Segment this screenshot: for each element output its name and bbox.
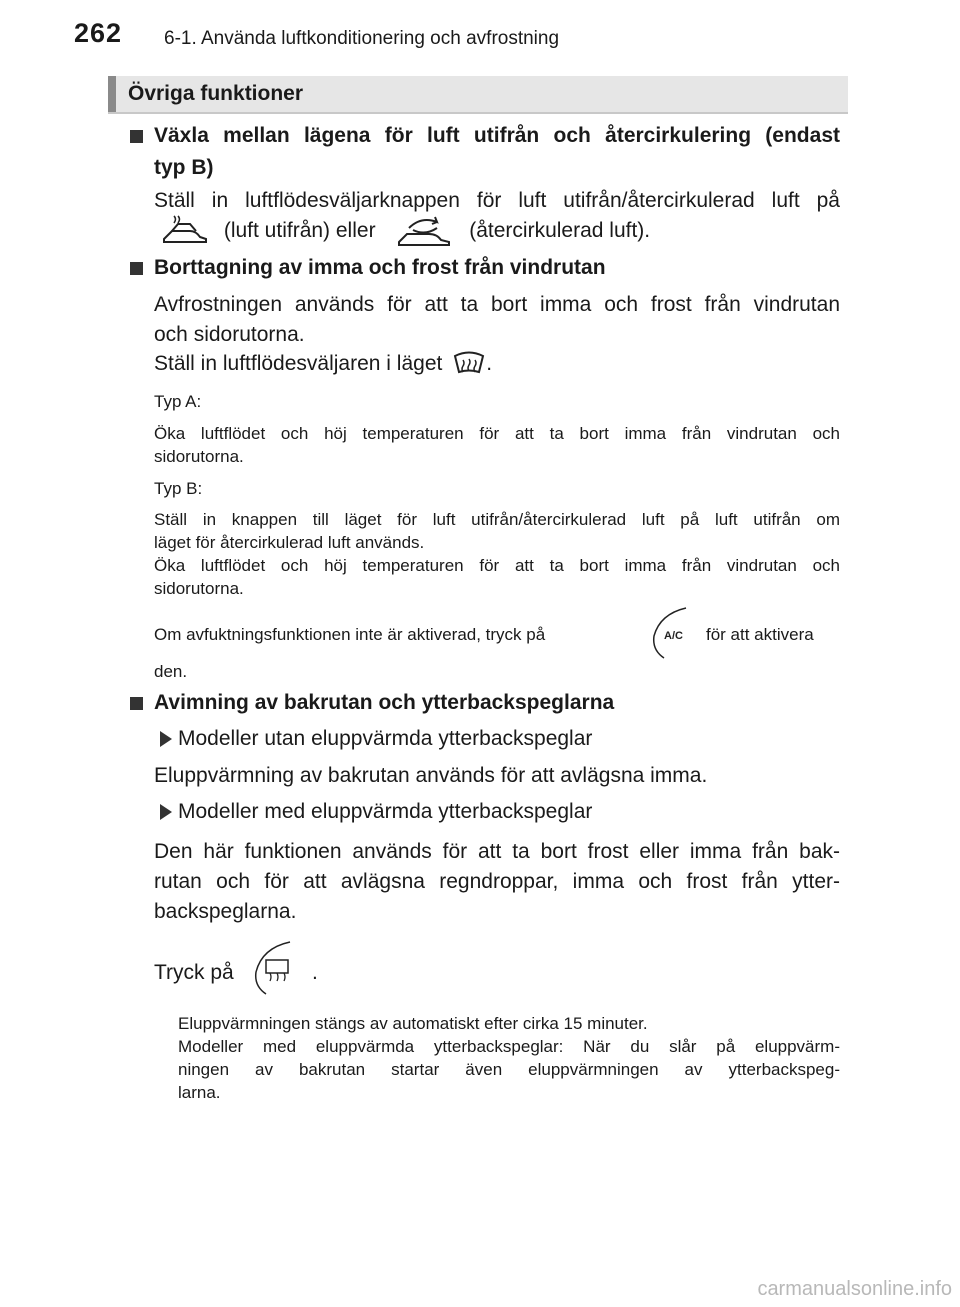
type-a-line1: Öka luftflödet och höj temperaturen för att ta bort imma från vindrutan och <box>154 424 840 443</box>
type-b-line2: läget för återcirkulerad luft används. <box>154 533 425 552</box>
type-a-line2: sidorutorna. <box>154 447 244 466</box>
heading-recirculation-line2: typ B) <box>154 156 214 179</box>
heading-windshield-defog: Borttagning av imma och frost från vindrutan <box>154 256 606 279</box>
rear-defogger-button-icon <box>250 940 304 996</box>
ac-button-label: A/C <box>664 630 683 642</box>
ac-note-line2: den. <box>154 662 188 681</box>
note-line3: ningen av bakrutan startar även eluppvärmningen av ytterbackspeg- <box>178 1060 840 1079</box>
section-bar-accent <box>108 76 116 112</box>
front-defroster-icon <box>452 350 486 378</box>
note-line1: Eluppvärmningen stängs av automatiskt efter cirka 15 minuter. <box>178 1014 648 1033</box>
recirculation-body-line1: Ställ in luftflödesväljarknappen för luft utifrån/återcirkulerad luft på <box>154 189 840 212</box>
ac-note-before: Om avfuktningsfunktionen inte är aktiverad, tryck på <box>154 625 546 644</box>
defog-body-line3-period: . <box>486 352 493 375</box>
type-a-label: Typ A: <box>154 392 202 411</box>
section-title: Övriga funktioner <box>128 82 304 105</box>
sub-bullet-triangle <box>160 804 172 820</box>
recirculated-air-icon <box>395 214 453 248</box>
page-number: 262 <box>74 18 123 48</box>
heading-recirculation <box>154 120 840 184</box>
type-b-line1: Ställ in knappen till läget för luft utifrån/återcirkulerad luft på luft utifrån om <box>154 510 840 529</box>
type-b-line4: sidorutorna. <box>154 579 244 598</box>
heading-rear-defog: Avimning av bakrutan och ytterbackspeglarna <box>154 691 615 714</box>
watermark-url: carmanualsonline.info <box>757 1278 952 1300</box>
sub-bullet-triangle <box>160 731 172 747</box>
type-b-label: Typ B: <box>154 479 203 498</box>
ac-note-after: för att aktivera <box>706 625 814 644</box>
sub-heading-without-heated-mirrors: Modeller utan eluppvärmda ytterbackspeglar <box>178 727 593 750</box>
with-heated-mirrors-line2: rutan och för att avlägsna regndroppar, imma och frost från ytter- <box>154 870 840 893</box>
type-b-line3: Öka luftflödet och höj temperaturen för att ta bort imma från vindrutan och <box>154 556 840 575</box>
without-heated-mirrors-body: Eluppvärmning av bakrutan används för att avlägsna imma. <box>154 764 708 787</box>
note-line2: Modeller med eluppvärmda ytterbackspeglar: När du slår på eluppvärm- <box>178 1037 840 1056</box>
defog-body-line2: och sidorutorna. <box>154 323 305 346</box>
outside-air-text: (luft utifrån) eller <box>223 218 376 242</box>
bullet-square <box>130 697 143 710</box>
bullet-square <box>130 130 143 143</box>
sub-heading-with-heated-mirrors: Modeller med eluppvärmda ytterbackspeglar <box>178 800 593 823</box>
with-heated-mirrors-line3: backspeglarna. <box>154 900 297 923</box>
running-head: 6-1. Använda luftkonditionering och avfrostning <box>164 28 560 49</box>
defog-body-line3-text: Ställ in luftflödesväljaren i läget <box>154 352 443 375</box>
note-line4: larna. <box>178 1083 221 1102</box>
press-instruction-after: . <box>312 961 318 984</box>
ac-button-icon <box>650 606 700 660</box>
press-instruction-before: Tryck på <box>154 961 234 984</box>
with-heated-mirrors-line1: Den här funktionen används för att ta bort frost eller imma från bak- <box>154 840 840 863</box>
heading-recirculation-line1: Växla mellan lägena för luft utifrån och återcirkulering (endast <box>154 124 840 147</box>
defog-body-line3 <box>154 348 492 379</box>
recirculated-air-text: (återcirkulerad luft). <box>469 218 651 242</box>
recirculation-body-line2 <box>160 214 860 250</box>
defog-body-line1: Avfrostningen används för att ta bort imma och frost från vindrutan <box>154 293 840 316</box>
section-title-bar <box>108 76 848 114</box>
outside-air-icon <box>160 215 210 247</box>
bullet-square <box>130 262 143 275</box>
